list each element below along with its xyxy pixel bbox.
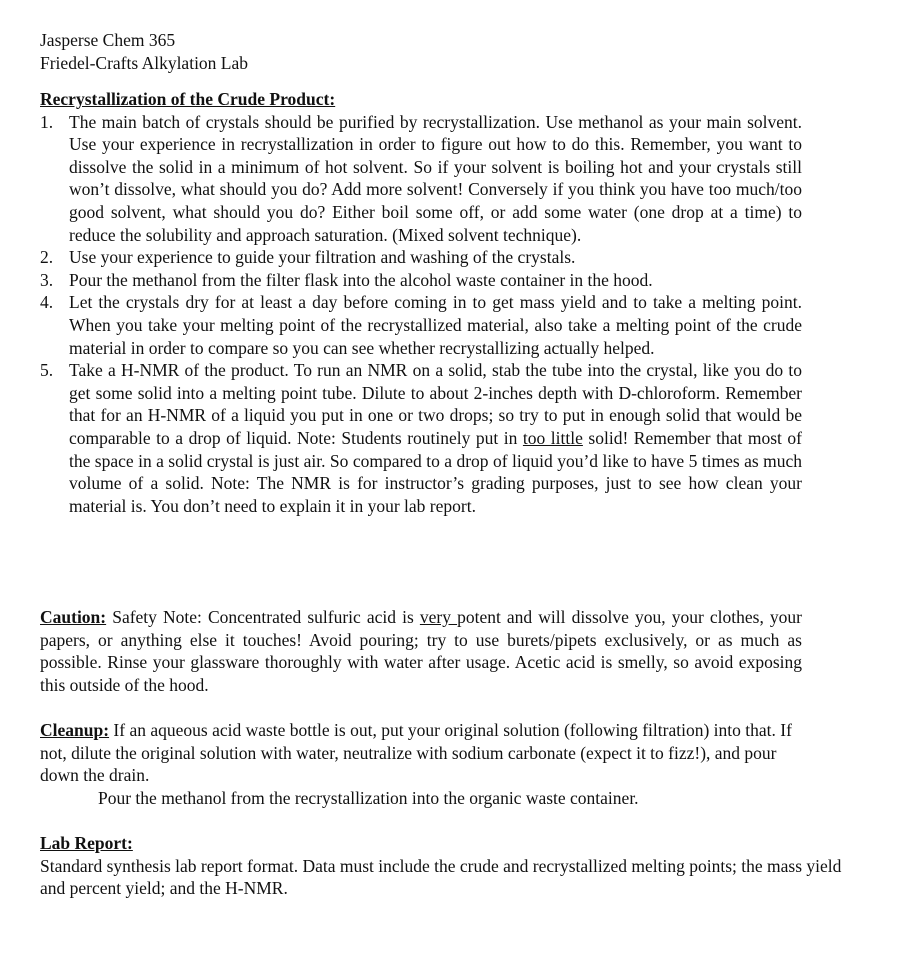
cleanup-section (40, 719, 802, 809)
caution-section (40, 606, 802, 696)
item-number: 1. (40, 111, 54, 132)
cleanup-text: If an aqueous acid waste bottle is out, put your original solution (following filtration) into that. If not, dilute the original solution with water, neutralize with sodium carbonate (expect it to fizz!), and pour down the drain. (40, 720, 792, 786)
item-text-before: Take a H-NMR of the product. To run an NMR on a solid, stab the tube into the crystal, like you do to get some solid into a melting point tube. Dilute to about 2-inches depth with D-chloroform. Remember that for an H-NMR of a liquid you put in one or two drops; so try to put in enough solid that would be comparable to a drop of liquid. Note: Students routinely put in (69, 360, 802, 448)
list-item (40, 111, 802, 247)
item-text: Pour the methanol from the filter flask into the alcohol waste container in the hood. (69, 269, 653, 290)
list-item (40, 246, 802, 269)
caution-paragraph (40, 606, 802, 696)
cleanup-label: Cleanup: (40, 720, 110, 740)
recrystallization-heading: Recrystallization of the Crude Product: (40, 89, 336, 109)
recrystallization-steps (40, 111, 802, 518)
caution-text-after: potent and will dissolve you, your clothes, your papers, or anything else it touches! Avoid pouring; try to use burets/pipets exclusively, or as much as possible. Rinse your glassware thoroughly with water after usage. Acetic acid is smelly, so avoid exposing this outside of the hood. (40, 607, 802, 695)
document-header (40, 29, 248, 74)
list-item (40, 359, 802, 517)
cleanup-indented-text: Pour the methanol from the recrystallization into the organic waste container. (98, 787, 639, 808)
item-text: Let the crystals dry for at least a day before coming in to get mass yield and to take a melting point. When you take your melting point of the recrystallized material, also take a melting point of the crude material in order to compare so you can see whether recrystallizing actually helped. (69, 292, 802, 358)
list-item (40, 291, 802, 359)
list-item (40, 269, 802, 292)
item-text-emphasis: too little (522, 427, 583, 448)
item-text-after: solid! Remember that most of the space in a solid crystal is just air. So compared to a drop of liquid you’d like to have 5 times as much volume of a solid. Note: The NMR is for instructor’s grading purposes, just to see how clean your material is. You don’t need to explain it in your lab report. (69, 427, 802, 516)
item-number: 2. (40, 247, 54, 268)
item-number: 4. (40, 292, 54, 313)
recrystallization-section (40, 88, 802, 517)
item-number: 5. (40, 360, 54, 381)
lab-report-section (40, 832, 870, 900)
lab-report-text: Standard synthesis lab report format. Data must include the crude and recrystallized melting points; the mass yield and percent yield; and the H-NMR. (40, 855, 842, 899)
item-number: 3. (40, 269, 54, 290)
lab-report-heading: Lab Report: (40, 833, 133, 853)
cleanup-paragraph (40, 719, 802, 787)
item-text: The main batch of crystals should be purified by recrystallization. Use methanol as your main solvent. Use your experience in recrystallization in order to figure out how to do this. Remember, you want to dissolve the solid in a minimum of hot solvent. So if your solvent is boiling hot and your crystals still won’t dissolve, what should you do? Add more solvent! Conversely if you think you have too much/too good solvent, what should you do? Either boil some off, or add some water (one drop at a time) to reduce the solubility and approach saturation. (Mixed solvent technique). (69, 111, 802, 245)
course-title: Jasperse Chem 365 (40, 30, 176, 50)
caution-text-before: Safety Note: Concentrated sulfuric acid is (106, 607, 420, 627)
item-text: Use your experience to guide your filtration and washing of the crystals. (69, 247, 576, 268)
caution-text-emphasis: very (419, 607, 458, 627)
lab-title: Friedel-Crafts Alkylation Lab (40, 52, 249, 73)
caution-label: Caution: (40, 607, 107, 627)
